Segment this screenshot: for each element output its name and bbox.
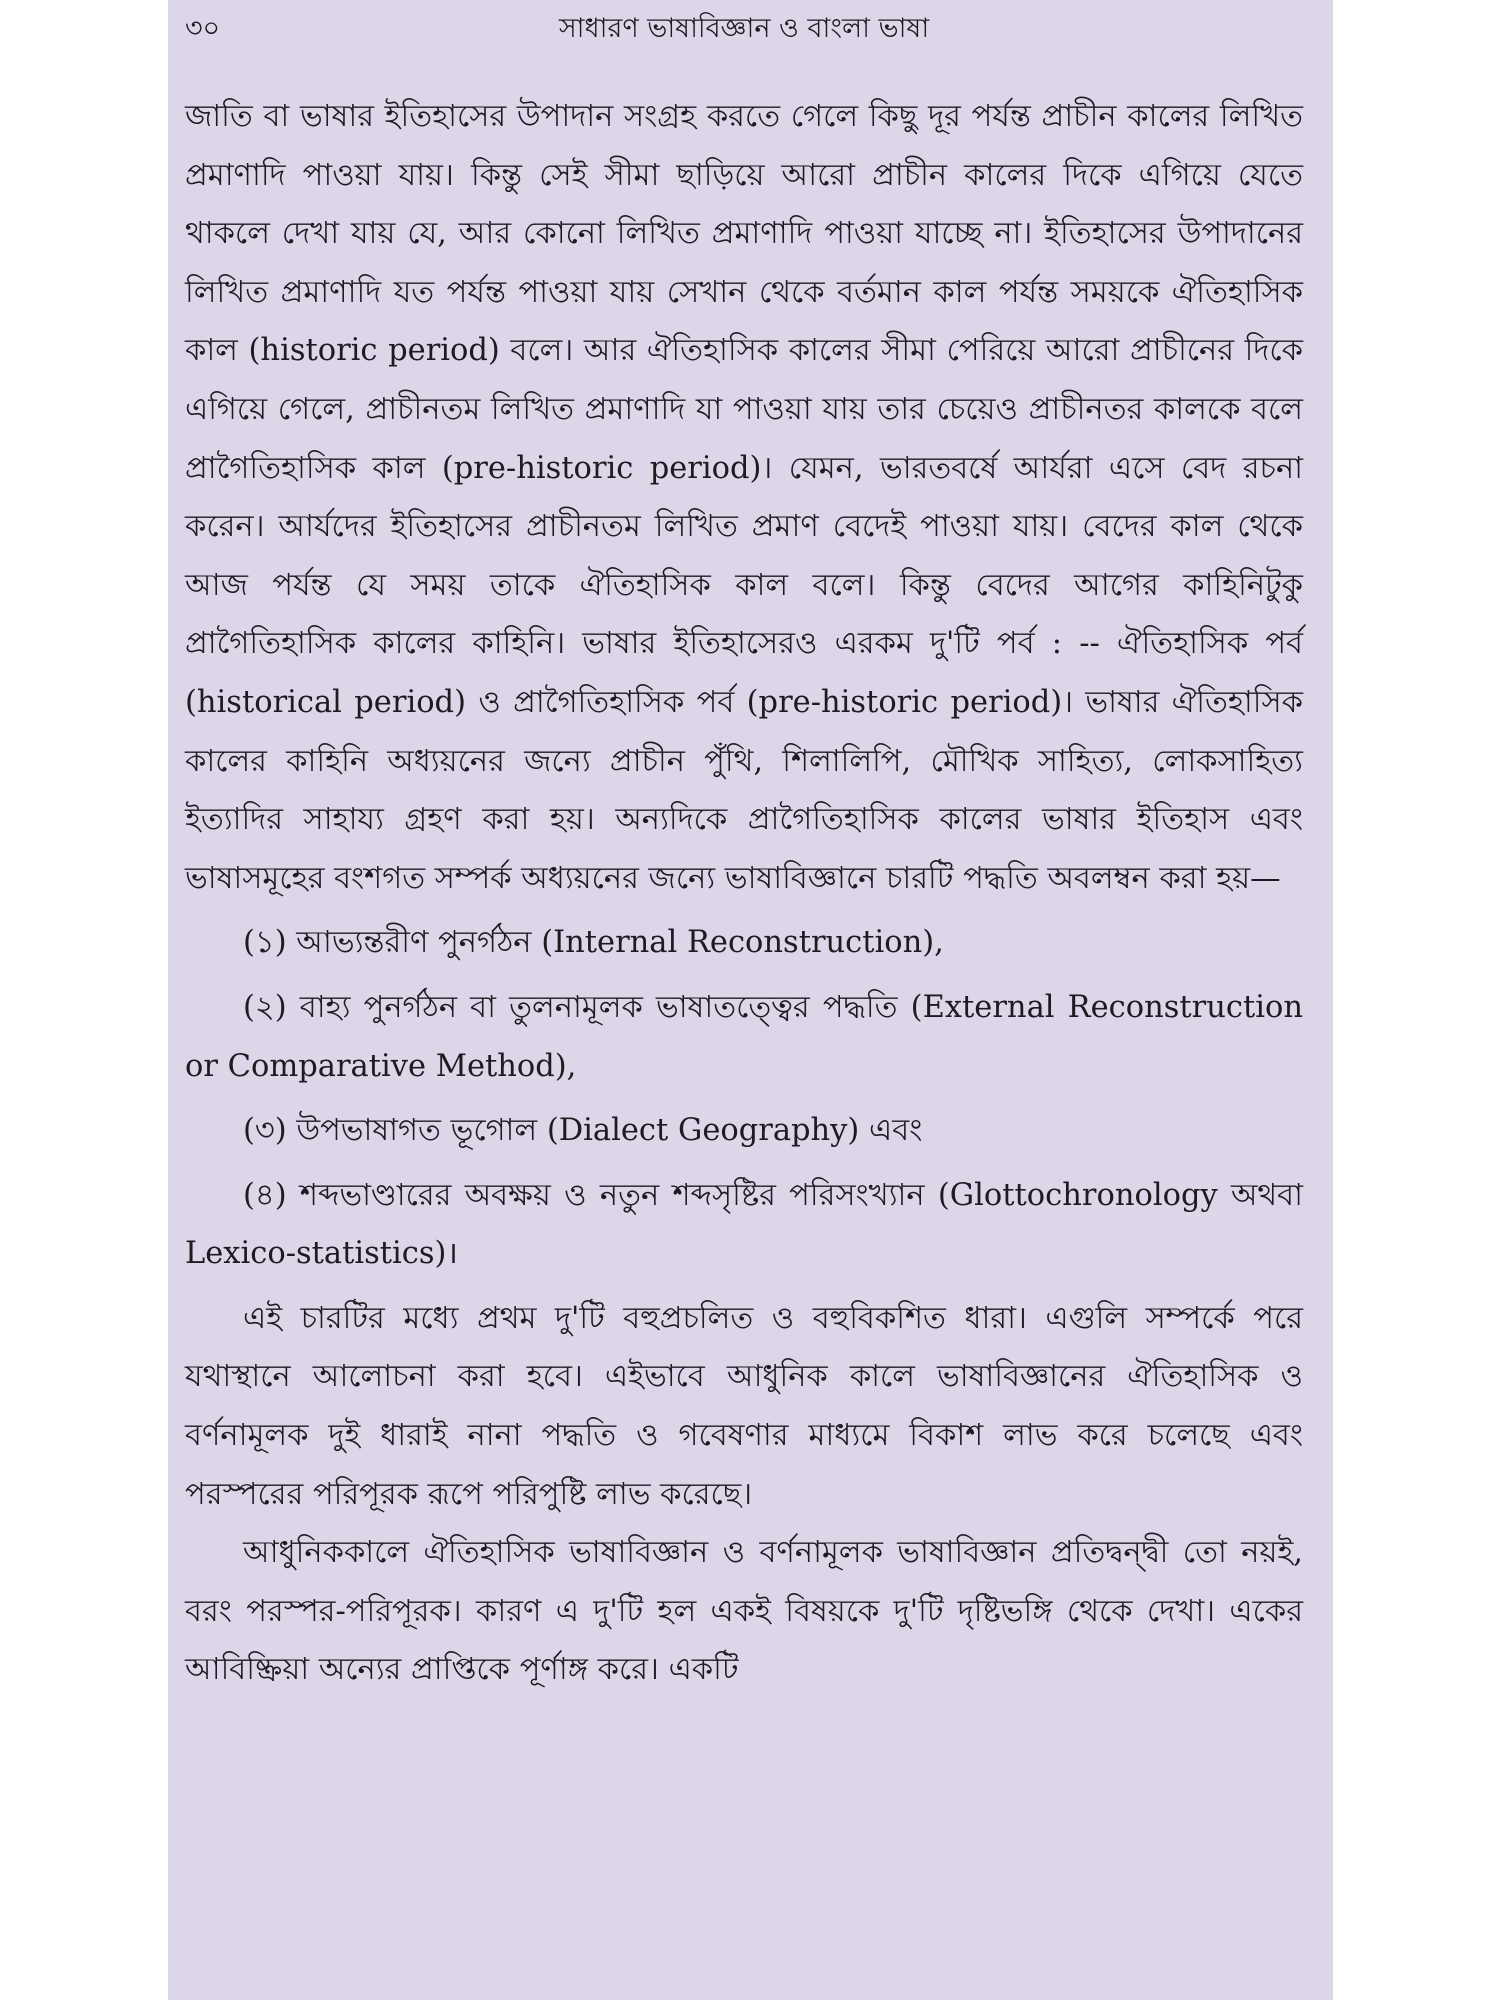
book-page — [168, 0, 1333, 2000]
method-item-3: (৩) উপভাষাগত ভূগোল (Dialect Geography) এবং — [243, 1113, 923, 1149]
body-text — [185, 88, 1303, 1700]
running-head — [185, 0, 1303, 58]
closing-paragraph-2: আধুনিককালে ঐতিহাসিক ভাষাবিজ্ঞান ও বর্ণনামূলক ভাষাবিজ্ঞান প্রতিদ্বন্দ্বী তো নয়ই, বরং পরস্পর-পরিপূরক। কারণ এ দু'টি হল একই বিষয়কে দু'টি দৃষ্টিভঙ্গি থেকে দেখা। একের আবিষ্ক্রিয়া অন্যের প্রাপ্তিকে পূর্ণাঙ্গ করে। একটি — [185, 1535, 1303, 1688]
method-item-4: (৪) শব্দভাণ্ডারের অবক্ষয় ও নতুন শব্দসৃষ্টির পরিসংখ্যান (Glottochronology অথবা Lexico-statistics)। — [185, 1177, 1303, 1272]
page-number: ৩০ — [185, 13, 221, 44]
book-title: সাধারণ ভাষাবিজ্ঞান ও বাংলা ভাষা — [558, 13, 930, 44]
closing-paragraph-1: এই চারটির মধ্যে প্রথম দু'টি বহুপ্রচলিত ও বহুবিকশিত ধারা। এগুলি সম্পর্কে পরে যথাস্থানে আলোচনা করা হবে। এইভাবে আধুনিক কালে ভাষাবিজ্ঞানের ঐতিহাসিক ও বর্ণনামূলক দুই ধারাই নানা পদ্ধতি ও গবেষণার মাধ্যমে বিকাশ লাভ করে চলেছে এবং পরস্পরের পরিপূরক রূপে পরিপুষ্টি লাভ করেছে। — [185, 1300, 1303, 1512]
method-item-2: (২) বাহ্য পুনর্গঠন বা তুলনামূলক ভাষাতত্ত্বের পদ্ধতি (External Reconstruction or Comparative Method), — [185, 989, 1303, 1084]
method-item-1: (১) আভ্যন্তরীণ পুনর্গঠন (Internal Reconstruction), — [243, 925, 944, 961]
intro-paragraph: জাতি বা ভাষার ইতিহাসের উপাদান সংগ্রহ করতে গেলে কিছু দূর পর্যন্ত প্রাচীন কালের লিখিত প্রমাণাদি পাওয়া যায়। কিন্তু সেই সীমা ছাড়িয়ে আরো প্রাচীন কালের দিকে এগিয়ে যেতে থাকলে দেখা যায় যে, আর কোনো লিখিত প্রমাণাদি পাওয়া যাচ্ছে না। ইতিহাসের উপাদানের লিখিত প্রমাণাদি যত পর্যন্ত পাওয়া যায় সেখান থেকে বর্তমান কাল পর্যন্ত সময়কে ঐতিহাসিক কাল (historic period) বলে। আর ঐতিহাসিক কালের সীমা পেরিয়ে আরো প্রাচীনের দিকে এগিয়ে গেলে, প্রাচীনতম লিখিত প্রমাণাদি যা পাওয়া যায় তার চেয়েও প্রাচীনতর কালকে বলে প্রাগৈতিহাসিক কাল (pre-historic period)। যেমন, ভারতবর্ষে আর্যরা এসে বেদ রচনা করেন। আর্যদের ইতিহাসের প্রাচীনতম লিখিত প্রমাণ বেদেই পাওয়া যায়। বেদের কাল থেকে আজ পর্যন্ত যে সময় তাকে ঐতিহাসিক কাল বলে। কিন্তু বেদের আগের কাহিনিটুকু প্রাগৈতিহাসিক কালের কাহিনি। ভাষার ইতিহাসেরও এরকম দু'টি পর্ব : -- ঐতিহাসিক পর্ব (historical period) ও প্রাগৈতিহাসিক পর্ব (pre-historic period)। ভাষার ঐতিহাসিক কালের কাহিনি অধ্যয়নের জন্যে প্রাচীন পুঁথি, শিলালিপি, মৌখিক সাহিত্য, লোকসাহিত্য ইত্যাদির সাহায্য গ্রহণ করা হয়। অন্যদিকে প্রাগৈতিহাসিক কালের ভাষার ইতিহাস এবং ভাষাসমূহের বংশগত সম্পর্ক অধ্যয়নের জন্যে ভাষাবিজ্ঞানে চারটি পদ্ধতি অবলম্বন করা হয়— — [185, 99, 1303, 896]
